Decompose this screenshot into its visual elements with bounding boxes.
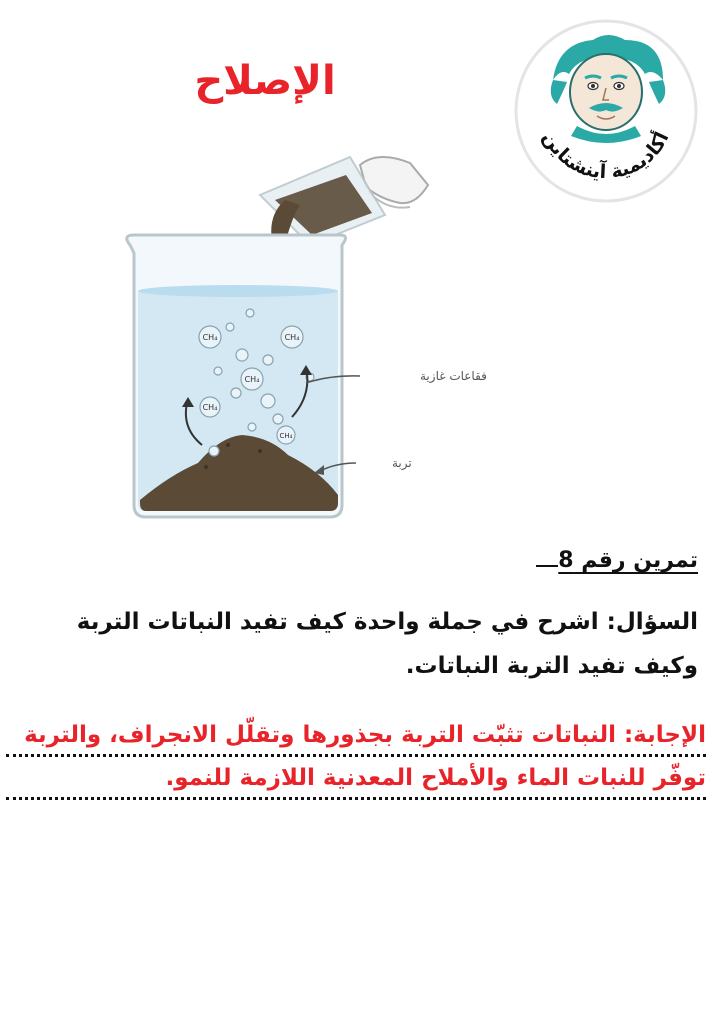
exercise-heading: تمرين رقم 8 (536, 548, 698, 573)
molecule-label: CH₄ (202, 333, 218, 342)
beaker-figure (110, 145, 510, 535)
answer (6, 718, 706, 804)
page-title: الإصلاح (194, 58, 336, 104)
question-line: السؤال: اشرح في جملة واحدة كيف تفيد النباتات التربة (76, 609, 698, 635)
academy-logo (513, 18, 699, 204)
molecule-label: CH₄ (284, 333, 300, 342)
molecule-label: CH₄ (279, 432, 293, 440)
heading-blank (536, 564, 558, 567)
gas-bubbles-label: فقاعات غازية (420, 369, 487, 383)
answer-line: توفّر للنبات الماء والأملاح المعدنية اللازمة للنمو. (6, 761, 706, 800)
logo-text: أكاديمية آينشتاين (538, 127, 674, 184)
question-line: وكيف تفيد التربة النباتات. (405, 653, 698, 679)
answer-line: الإجابة: النباتات تثبّت التربة بجذورها وتقلّل الانجراف، والتربة (6, 718, 706, 757)
molecule-label: CH₄ (244, 375, 260, 384)
molecule-label: CH₄ (202, 403, 218, 412)
question (38, 600, 698, 688)
soil-label: تربة (392, 456, 412, 470)
